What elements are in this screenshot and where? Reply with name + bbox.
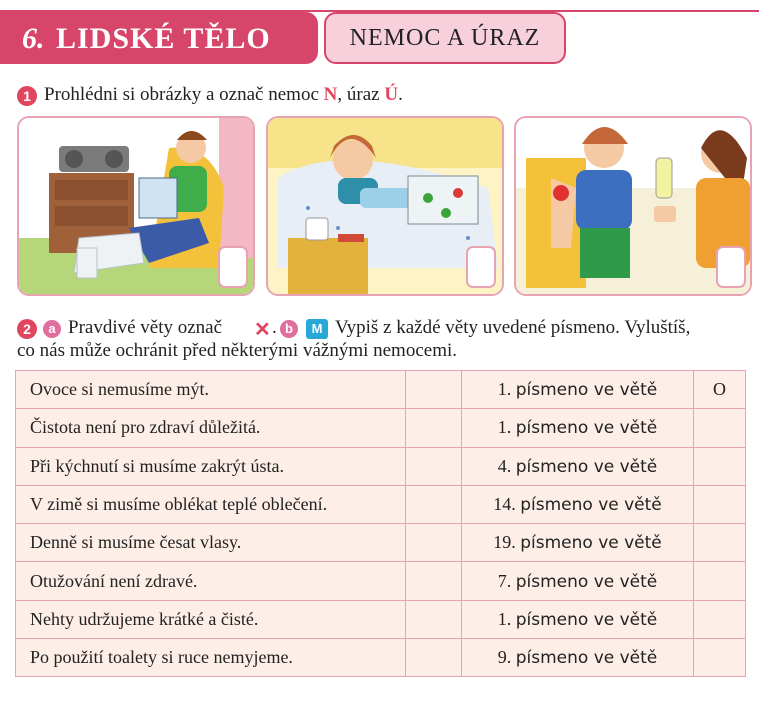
letter-position-cell [462,447,694,485]
sentence-table [15,370,746,677]
letter-answer-cell[interactable] [694,447,746,485]
letter-number: 9. [497,647,512,668]
letter-answer-cell[interactable]: O [694,371,746,409]
task2-text-a: Pravdivé věty označ [68,317,223,338]
table-row [16,409,746,447]
mark-cell[interactable] [406,600,462,638]
mark-cell[interactable] [406,639,462,677]
cross-mark-icon: ✕ [254,319,271,341]
letter-position-label: písmeno ve větě [515,418,658,439]
letter-number: 19. [493,532,516,553]
mark-cell[interactable] [406,447,462,485]
mark-u: Ú [384,84,399,105]
chapter-title: LIDSKÉ TĚLO [56,22,271,55]
letter-answer-cell[interactable] [694,409,746,447]
sentence-cell: Ovoce si nemusíme mýt. [16,371,406,409]
letter-position-cell [462,562,694,600]
sentence-cell: Nehty udržujeme krátké a čisté. [16,600,406,638]
task1-badge: 1 [17,86,37,106]
letter-number: 1. [497,608,512,629]
letter-number: 1. [497,379,512,400]
mark-cell[interactable] [406,409,462,447]
answer-box-1[interactable] [218,246,248,288]
letter-number: 7. [497,570,512,591]
letter-position-label: písmeno ve větě [515,571,658,592]
table-row [16,524,746,562]
m-icon: M [306,319,328,339]
letter-position-cell [462,524,694,562]
letter-position-label: písmeno ve větě [520,533,662,554]
task1-instruction [44,84,403,106]
letter-position-cell [462,409,694,447]
sentence-cell: V zimě si musíme oblékat teplé oblečení. [16,485,406,523]
sentence-cell: Po použití toalety si ruce nemyjeme. [16,639,406,677]
answer-box-3[interactable] [716,246,746,288]
letter-position-cell [462,485,694,523]
answer-box-2[interactable] [466,246,496,288]
mark-cell[interactable] [406,371,462,409]
letter-position-label: písmeno ve větě [515,648,658,669]
letter-position-cell [462,371,694,409]
task1-text-3: . [398,84,403,105]
task2-text-b: Vypiš z každé věty uvedené písmeno. Vyluštíš, [335,317,691,338]
letter-position-label: písmeno ve větě [515,609,658,630]
letter-answer-cell[interactable] [694,600,746,638]
sentence-cell: Denně si musíme česat vlasy. [16,524,406,562]
table-row [16,447,746,485]
letter-number: 14. [493,494,516,515]
sentence-cell: Otužování není zdravé. [16,562,406,600]
letter-position-cell [462,639,694,677]
sub-badge-b: b [280,320,298,338]
mark-cell[interactable] [406,524,462,562]
task2-dot: . [272,317,277,338]
letter-position-label: písmeno ve větě [515,456,658,477]
letter-position-cell [462,600,694,638]
letter-position-label: písmeno ve větě [515,380,658,401]
letter-position-label: písmeno ve větě [520,495,662,516]
subtopic-title: NEMOC A ÚRAZ [349,25,541,51]
letter-answer-cell[interactable] [694,562,746,600]
letter-answer-cell[interactable] [694,524,746,562]
mark-n: N [323,84,338,105]
mark-cell[interactable] [406,485,462,523]
table-row [16,485,746,523]
sentence-cell: Při kýchnutí si musíme zakrýt ústa. [16,447,406,485]
table-row [16,639,746,677]
task1-text-2: , úraz [337,84,385,105]
letter-number: 1. [497,417,512,438]
chapter-number: 6. [22,22,45,55]
subtopic-box [324,12,566,64]
table-row [16,562,746,600]
mark-cell[interactable] [406,562,462,600]
sentence-cell: Čistota není pro zdraví důležitá. [16,409,406,447]
letter-answer-cell[interactable] [694,639,746,677]
letter-answer-cell[interactable] [694,485,746,523]
task2-badge: 2 [17,319,37,339]
sub-badge-a: a [43,320,61,338]
table-row [16,600,746,638]
table-row [16,371,746,409]
task1-text-1: Prohlédni si obrázky a označ nemoc [44,84,324,105]
letter-number: 4. [497,455,512,476]
task2-text-line2: co nás může ochránit před některými vážnými nemocemi. [17,340,458,361]
